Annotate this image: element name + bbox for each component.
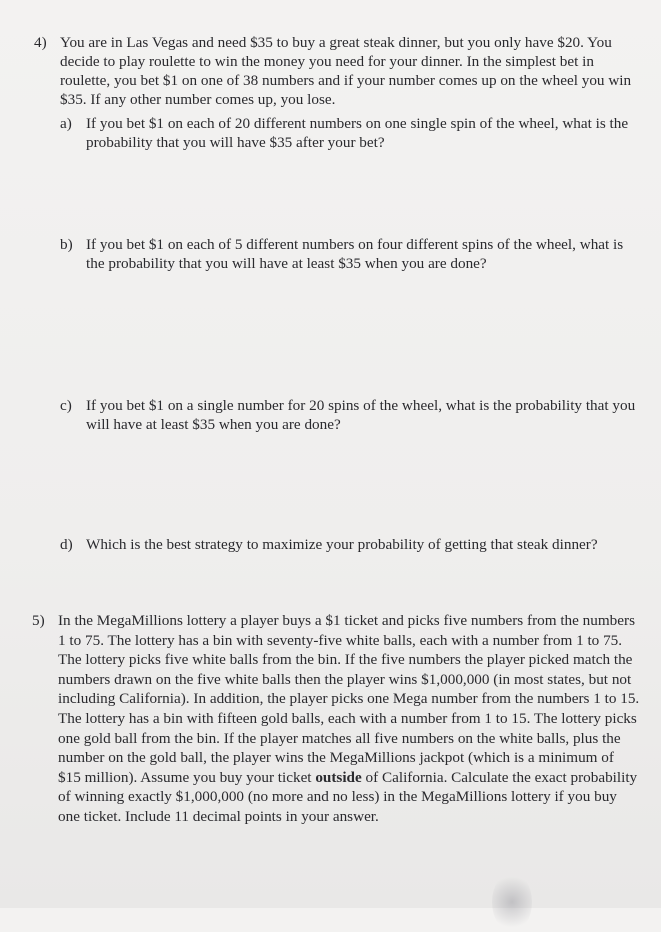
question-4d (60, 535, 620, 554)
question-4-text: You are in Las Vegas and need $35 to buy a great steak dinner, but you only have $20. You decide to play roulette to win the money you need for your dinner. In the simplest bet in roulette, you bet $1 on one of 38 numbers and if your number comes up on the wheel you win $35. If any other number comes up, you lose. (60, 34, 632, 108)
part-letter: c) (60, 397, 72, 414)
question-4 (34, 33, 644, 109)
part-text: If you bet $1 on each of 20 different numbers on one single spin of the wheel, what is the probability that you will have $35 after your bet? (86, 115, 629, 151)
part-letter: d) (60, 536, 73, 553)
question-5-text (58, 611, 640, 827)
question-5-text-end: of California. Calculate the exact probability of winning exactly $1,000,000 (no more and no less) in the MegaMillions lottery if you buy one ticket. Include 11 decimal points in your answer. (58, 768, 638, 825)
question-4b (60, 235, 645, 273)
photo-shadow (492, 872, 532, 932)
question-5 (32, 611, 640, 827)
part-letter: b) (60, 236, 73, 253)
part-letter: a) (60, 115, 72, 132)
question-5-number: 5) (32, 612, 45, 629)
question-5-bold-word: outside (315, 768, 362, 786)
part-text: Which is the best strategy to maximize your probability of getting that steak dinner? (86, 536, 598, 553)
question-4c (60, 396, 645, 434)
part-text: If you bet $1 on each of 5 different numbers on four different spins of the wheel, what is the probability that you will have at least $35 when you are done? (86, 236, 624, 272)
part-text: If you bet $1 on a single number for 20 spins of the wheel, what is the probability that you will have at least $35 when you are done? (86, 397, 636, 433)
question-4-number: 4) (34, 34, 47, 51)
question-4a (60, 114, 635, 152)
question-5-text-start: In the MegaMillions lottery a player buys a $1 ticket and picks five numbers from the numbers 1 to 75. The lottery has a bin with seventy-five white balls, each with a number from 1 to 75. The lottery picks five white balls from the bin. If the five numbers the player picked match the numbers drawn on the five white balls then the player wins $1,000,000 (in most states, but not including California). In addition, the player picks one Mega number from the numbers 1 to 15. The lottery has a bin with fifteen gold balls, each with a number from 1 to 15. The lottery picks one gold ball from the bin. If the player matches all five numbers on the white balls, plus the number on the gold ball, the player wins the MegaMillions jackpot (which is a minimum of $15 million). Assume you buy your ticket (58, 612, 640, 786)
